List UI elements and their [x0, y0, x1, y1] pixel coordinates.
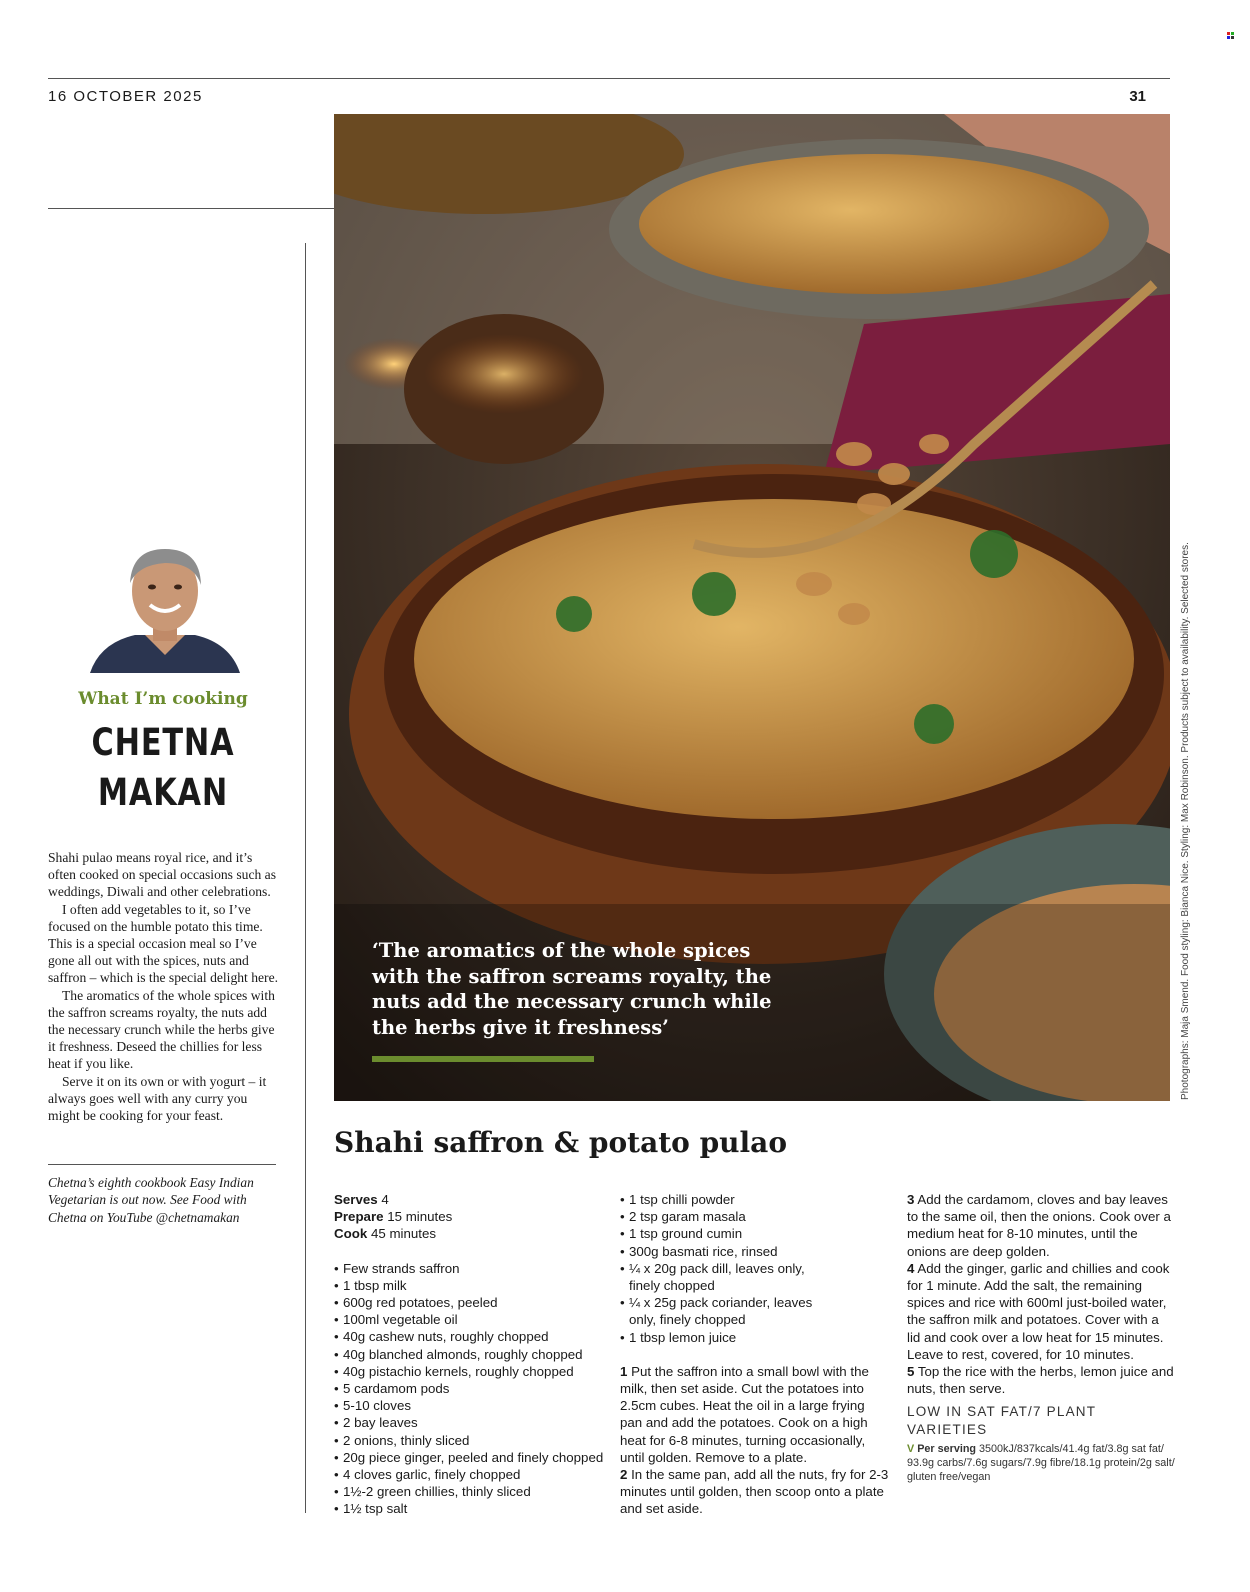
serves-line [334, 1191, 604, 1208]
column-divider [305, 243, 306, 1513]
prepare-value: 15 minutes [387, 1209, 453, 1225]
prepare-line [334, 1208, 604, 1225]
ingredient-item: • 1 tbsp lemon juice [620, 1329, 890, 1346]
method-step [620, 1466, 890, 1518]
page-number: 31 [1129, 88, 1146, 105]
ingredient-item: • 5 cardamom pods [334, 1380, 604, 1397]
author-photo [90, 543, 240, 673]
step-number: 3 [907, 1192, 915, 1207]
per-serving-label: Per serving [917, 1442, 977, 1455]
ingredient-item: • 40g pistachio kernels, roughly chopped [334, 1363, 604, 1380]
ingredient-item: • 40g blanched almonds, roughly chopped [334, 1346, 604, 1363]
ingredient-item: • 1½-2 green chillies, thinly sliced [334, 1483, 604, 1500]
header-rule [48, 78, 1170, 79]
method-step [620, 1363, 890, 1466]
author-last-name: MAKAN [97, 771, 229, 814]
step-number: 5 [907, 1364, 915, 1380]
ingredient-item: • 2 bay leaves [334, 1414, 604, 1431]
method-steps [907, 1191, 1175, 1397]
photo-credit: Photographs: Maja Smend. Food styling: Bianca Nice. Styling: Max Robinson. Products subject to availability. Selected stores. [1180, 542, 1191, 1100]
serves-value: 4 [381, 1192, 389, 1207]
bio-rule [48, 1164, 276, 1165]
ingredient-item: • 2 tsp garam masala [620, 1208, 890, 1225]
ingredient-item: • 5-10 cloves [334, 1397, 604, 1414]
corner-mark-icon [1227, 32, 1234, 39]
step-text: Top the rice with the herbs, lemon juice and nuts, then serve. [907, 1364, 1174, 1397]
intro-paragraph: I often add vegetables to it, so I’ve focused on the humble potato this time. This is a special occasion meal so I’ve gone all out with the spices, nuts and saffron – which is the special delight here. [48, 901, 279, 986]
ingredients-list [334, 1260, 604, 1518]
method-steps [620, 1363, 890, 1518]
step-text: Put the saffron into a small bowl with the milk, then set aside. Cut the potatoes into 2.5cm cubes. Heat the oil in a large frying pan and add the potatoes. Cook on a high heat for 6-8 minutes, turning occasionally, until golden. Remove to a plate. [620, 1363, 869, 1465]
ingredient-item-continued: finely chopped [629, 1278, 715, 1294]
ingredient-item: • 100ml vegetable oil [334, 1311, 604, 1328]
ingredient-item: • 1 tsp chilli powder [620, 1191, 890, 1208]
step-text: Add the ginger, garlic and chillies and cook for 1 minute. Add the salt, the remaining spices and rice with 600ml just-boiled water, the saffron milk and potatoes. Cover with a lid and cook over a low heat for 15 minutes. Leave to rest, covered, for 10 minutes. [907, 1260, 1170, 1362]
nutrition-values: 3500kJ/837kcals/41.4g fat/3.8g sat fat/ 93.9g carbs/7.6g sugars/7.9g fibre/18.1g protein/2g salt/ gluten free/vegan [907, 1442, 1175, 1483]
issue-date: 16 OCTOBER 2025 [48, 88, 203, 105]
author-bio: Chetna’s eighth cookbook Easy Indian Vegetarian is out now. See Food with Chetna on YouTube @chetnamakan [48, 1175, 254, 1225]
cook-label: Cook [334, 1226, 368, 1242]
ingredient-item: • 40g cashew nuts, roughly chopped [334, 1328, 604, 1345]
step-number: 2 [620, 1467, 628, 1483]
ingredient-item: • 1 tbsp milk [334, 1277, 604, 1294]
recipe-column-3 [907, 1191, 1175, 1484]
ingredient-item: • 600g red potatoes, peeled [334, 1294, 604, 1311]
pull-quote: ‘The aromatics of the whole spices with the saffron screams royalty, the nuts add the necessary crunch while the herbs give it freshness’ [372, 939, 772, 1039]
step-text: In the same pan, add all the nuts, fry for 2-3 minutes until golden, then scoop onto a plate and set aside. [620, 1467, 889, 1517]
author-name [69, 718, 258, 818]
method-step [907, 1363, 1175, 1397]
author-first-name: CHETNA [91, 721, 235, 764]
intro-text [48, 849, 280, 1124]
quote-accent-bar [372, 1056, 594, 1062]
cook-value: 45 minutes [370, 1226, 436, 1242]
serves-label: Serves [334, 1192, 378, 1207]
ingredient-item: • ¼ x 25g pack coriander, leaves [620, 1294, 890, 1311]
nutrition-heading: LOW IN SAT FAT/7 PLANT VARIETIES [907, 1404, 1096, 1437]
recipe-column-2 [620, 1191, 890, 1518]
method-step [907, 1260, 1175, 1363]
nutrition-info [907, 1442, 1175, 1484]
vegan-mark: V [907, 1442, 915, 1455]
ingredient-item: • 1 tsp ground cumin [620, 1225, 890, 1242]
column-kicker: What I’m cooking [78, 689, 248, 709]
ingredient-item: • 2 onions, thinly sliced [334, 1432, 604, 1449]
ingredient-item: • Few strands saffron [334, 1260, 604, 1277]
recipe-column-1 [334, 1191, 604, 1518]
recipe-title: Shahi saffron & potato pulao [334, 1126, 787, 1159]
ingredient-item-continued: only, finely chopped [629, 1312, 746, 1328]
intro-paragraph: Serve it on its own or with yogurt – it always goes well with any curry you might be cooking for your feast. [48, 1073, 267, 1124]
ingredients-list [620, 1191, 890, 1346]
cook-line [334, 1225, 604, 1242]
ingredient-item: • 4 cloves garlic, finely chopped [334, 1466, 604, 1483]
step-number: 4 [907, 1260, 915, 1276]
step-text: Add the cardamom, cloves and bay leaves to the same oil, then the onions. Cook over a medium heat for 8-10 minutes, until the onions are deep golden. [907, 1192, 1171, 1259]
ingredient-item: • 300g basmati rice, rinsed [620, 1243, 890, 1260]
column-top-rule [48, 208, 334, 209]
ingredient-item: • 20g piece ginger, peeled and finely chopped [334, 1449, 604, 1466]
step-number: 1 [620, 1363, 628, 1379]
intro-paragraph: Shahi pulao means royal rice, and it’s often cooked on special occasions such as weddings, Diwali and other celebrations. [48, 850, 277, 900]
intro-paragraph: The aromatics of the whole spices with the saffron screams royalty, the nuts add the necessary crunch while the herbs give it freshness. Deseed the chillies for less heat if you like. [48, 987, 275, 1072]
method-step [907, 1191, 1175, 1260]
ingredient-item: • 1½ tsp salt [334, 1500, 604, 1517]
prepare-label: Prepare [334, 1209, 384, 1225]
ingredient-item: • ¼ x 20g pack dill, leaves only, [620, 1260, 890, 1277]
